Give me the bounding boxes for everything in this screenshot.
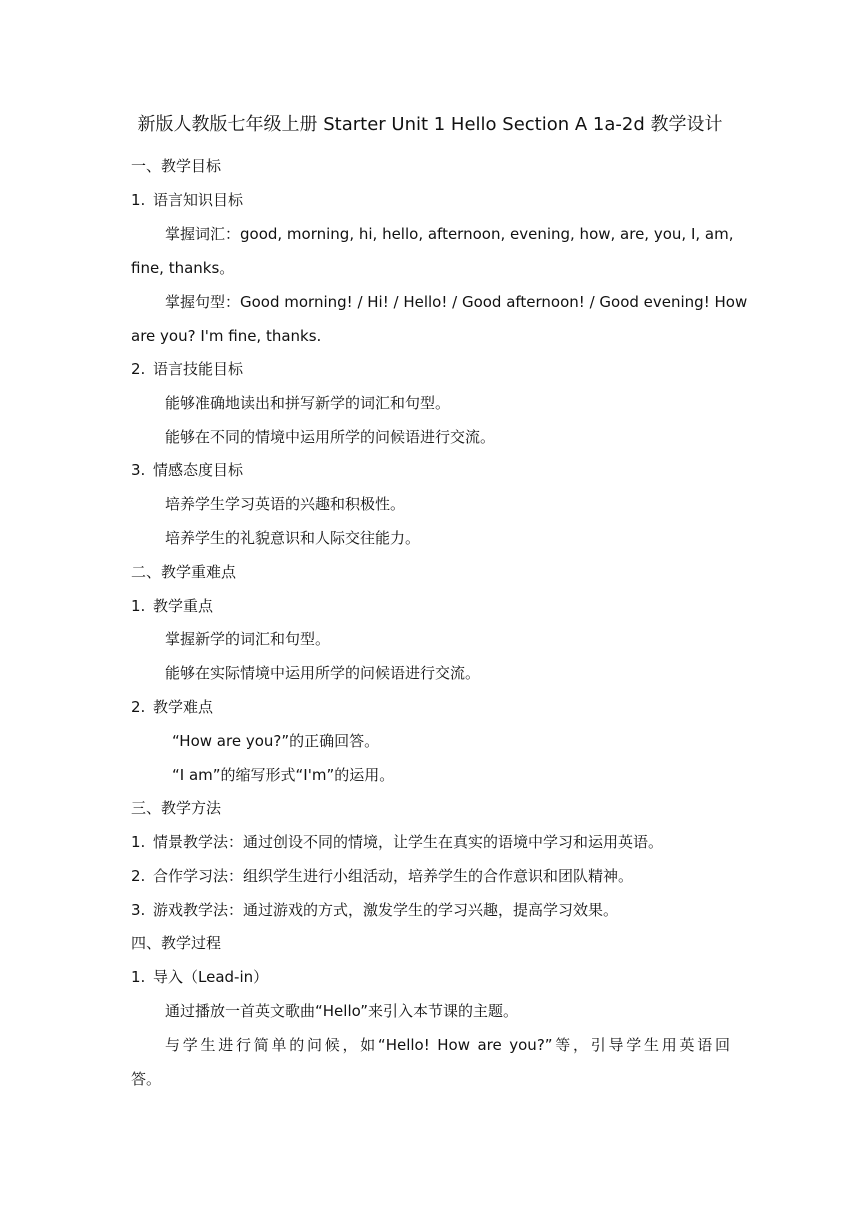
vocab-paragraph-line-2: fine, thanks。 <box>131 259 235 277</box>
skill-paragraph-1: 能够准确地读出和拼写新学的词汇和句型。 <box>165 394 451 412</box>
subheading-key-points <box>131 595 213 617</box>
difficulty-paragraph-2: “I am”的缩写形式“I'm”的运用。 <box>172 766 395 784</box>
subheading-lead-in <box>131 966 268 988</box>
subheading-knowledge-objectives <box>131 189 243 211</box>
lead-in-paragraph-2-line-2: 答。 <box>131 1070 162 1088</box>
subheading-text: 导入（Lead-in） <box>153 968 269 986</box>
key-paragraph-2: 能够在实际情境中运用所学的问候语进行交流。 <box>165 664 481 682</box>
pattern-paragraph-line-1: 掌握句型：Good morning! / Hi! / Hello! / Good afternoon! / Good evening! How <box>165 293 748 311</box>
list-number: 1. <box>131 833 146 851</box>
method-item-3 <box>131 899 618 921</box>
attitude-paragraph-2: 培养学生的礼貌意识和人际交往能力。 <box>165 529 421 547</box>
list-number: 2. <box>131 698 146 716</box>
list-number: 3. <box>131 901 146 919</box>
subheading-text: 教学重点 <box>153 597 214 615</box>
lead-in-paragraph-2-line-1: 与学生进行简单的问候，如“Hello! How are you?”等，引导学生用英语回 <box>165 1036 730 1054</box>
subheading-attitude-objectives <box>131 459 243 481</box>
list-number: 2. <box>131 867 146 885</box>
method-text: 情景教学法：通过创设不同的情境，让学生在真实的语境中学习和运用英语。 <box>153 833 664 851</box>
key-paragraph-1: 掌握新学的词汇和句型。 <box>165 630 331 648</box>
section-heading-process: 四、教学过程 <box>131 934 222 952</box>
subheading-difficulties <box>131 696 213 718</box>
subheading-text: 教学难点 <box>153 698 214 716</box>
section-heading-methods: 三、教学方法 <box>131 799 222 817</box>
method-item-1 <box>131 831 663 853</box>
method-item-2 <box>131 865 633 887</box>
section-heading-key-points: 二、教学重难点 <box>131 563 237 581</box>
method-text: 游戏教学法：通过游戏的方式，激发学生的学习兴趣，提高学习效果。 <box>153 901 619 919</box>
subheading-text: 语言技能目标 <box>153 360 244 378</box>
attitude-paragraph-1: 培养学生学习英语的兴趣和积极性。 <box>165 495 406 513</box>
list-number: 3. <box>131 461 146 479</box>
difficulty-paragraph-1: “How are you?”的正确回答。 <box>172 732 380 750</box>
subheading-text: 情感态度目标 <box>153 461 244 479</box>
document-title: 新版人教版七年级上册 Starter Unit 1 Hello Section A 1a-2d 教学设计 <box>137 114 723 135</box>
list-number: 1. <box>131 191 146 209</box>
subheading-text: 语言知识目标 <box>153 191 244 209</box>
pattern-paragraph-line-2: are you? I'm fine, thanks. <box>131 327 322 345</box>
lead-in-paragraph-1: 通过播放一首英文歌曲“Hello”来引入本节课的主题。 <box>165 1002 519 1020</box>
skill-paragraph-2: 能够在不同的情境中运用所学的问候语进行交流。 <box>165 428 496 446</box>
list-number: 1. <box>131 597 146 615</box>
list-number: 2. <box>131 360 146 378</box>
subheading-skill-objectives <box>131 358 243 380</box>
vocab-paragraph-line-1: 掌握词汇：good, morning, hi, hello, afternoon, evening, how, are, you, I, am, <box>165 225 734 243</box>
section-heading-objectives: 一、教学目标 <box>131 157 222 175</box>
method-text: 合作学习法：组织学生进行小组活动，培养学生的合作意识和团队精神。 <box>153 867 634 885</box>
list-number: 1. <box>131 968 146 986</box>
